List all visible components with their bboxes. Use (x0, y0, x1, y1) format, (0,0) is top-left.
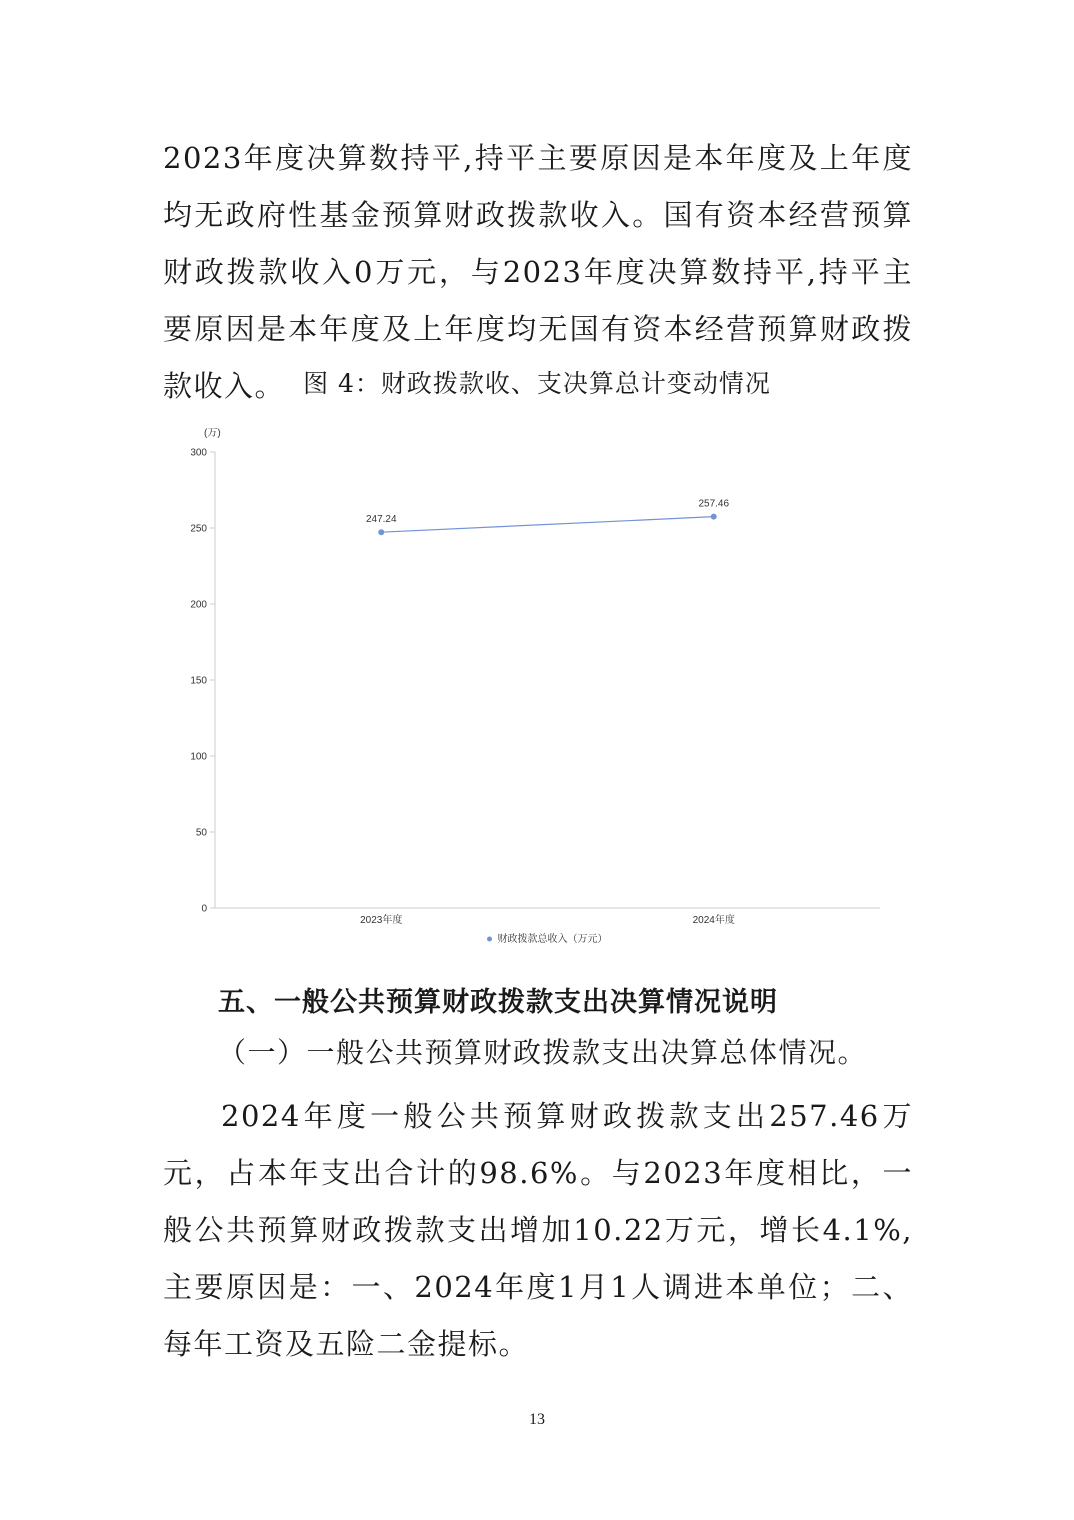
data-label: 257.46 (698, 498, 730, 510)
y-tick-label: 200 (190, 599, 207, 611)
y-tick-label: 100 (190, 751, 207, 763)
section-heading: 五、一般公共预算财政拨款支出决算情况说明 (218, 987, 778, 1018)
series-group (366, 499, 730, 536)
data-point (378, 529, 384, 535)
page-number: 13 (529, 1411, 545, 1428)
legend-marker (487, 937, 492, 942)
legend-label: 财政拨款总收入（万元） (497, 934, 608, 945)
x-tick-label: 2024年度 (692, 915, 735, 926)
paragraph-intro: 2023年度决算数持平,持平主要原因是本年度及上年度均无政府性基金预算财政拨款收入。国有资本经营预算财政拨款收入0万元，与2023年度决算数持平,持平主要原因是本年度及上年度均无国有资本经营预算财政拨款收入。 (163, 141, 913, 403)
y-tick-label: 0 (201, 903, 207, 915)
y-tick-label: 250 (190, 523, 207, 535)
subsection-heading: （一）一般公共预算财政拨款支出决算总体情况。 (218, 1036, 868, 1069)
legend (487, 932, 608, 945)
y-ticks (190, 448, 215, 915)
y-unit-label: (万) (204, 428, 221, 439)
data-point (711, 514, 717, 520)
data-label: 247.24 (365, 514, 397, 526)
x-tick-label: 2023年度 (360, 915, 403, 926)
figure-caption: 图 4：财政拨款收、支决算总计变动情况 (303, 369, 771, 398)
line-chart (160, 420, 900, 960)
paragraph-expenditure: 2024年度一般公共预算财政拨款支出257.46万元，占本年支出合计的98.6%。与2023年度相比，一般公共预算财政拨款支出增加10.22万元，增长4.1%,主要原因是：一、2024年度1月1人调进本单位；二、每年工资及五险二金提标。 (163, 1099, 913, 1361)
y-tick-label: 300 (190, 447, 207, 459)
y-tick-label: 150 (190, 675, 207, 687)
y-tick-label: 50 (195, 827, 207, 839)
series-line (381, 517, 714, 533)
x-ticks (360, 913, 735, 926)
